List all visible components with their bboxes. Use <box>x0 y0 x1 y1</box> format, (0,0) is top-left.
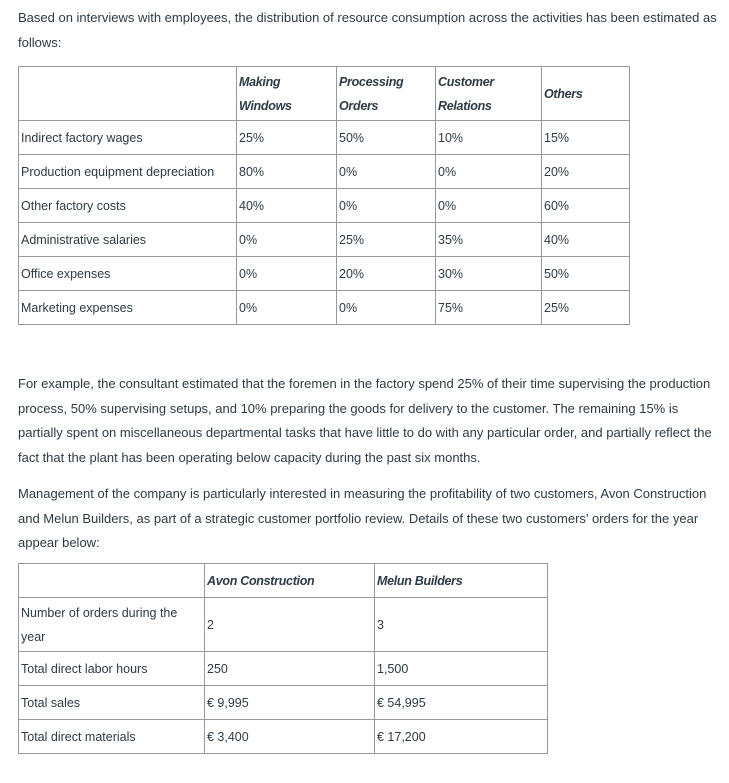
table-cell: 0% <box>436 155 542 189</box>
table-cell: 30% <box>436 257 542 291</box>
table-cell: € 3,400 <box>205 720 375 754</box>
table-cell: 0% <box>436 189 542 223</box>
table-cell: € 54,995 <box>375 686 548 720</box>
table-cell: 25% <box>237 121 337 155</box>
row-label: Other factory costs <box>19 189 237 223</box>
customer-table <box>18 563 548 754</box>
table-cell: 50% <box>337 121 436 155</box>
table-cell: 0% <box>337 189 436 223</box>
table-row <box>19 652 548 686</box>
table-row <box>19 598 548 652</box>
header-cell <box>19 564 205 598</box>
table-cell: 0% <box>237 257 337 291</box>
table-cell: € 9,995 <box>205 686 375 720</box>
table-row <box>19 189 630 223</box>
table-header-row <box>19 564 548 598</box>
row-label: Production equipment depreciation <box>19 155 237 189</box>
table-cell: 60% <box>542 189 630 223</box>
table-row <box>19 155 630 189</box>
example-paragraph: For example, the consultant estimated that the foremen in the factory spend 25% of their time supervising the production process, 50% supervising setups, and 10% preparing the goods for delivery to the customer. The remaining 15% is partially spent on miscellaneous departmental tasks that have little to do with any particular order, and partially reflect the fact that the plant has been operating below capacity during the past six months. <box>18 376 712 465</box>
table-row <box>19 223 630 257</box>
table-row <box>19 121 630 155</box>
activity-table <box>18 66 630 325</box>
table-cell: € 17,200 <box>375 720 548 754</box>
table-cell: 35% <box>436 223 542 257</box>
management-paragraph: Management of the company is particularly interested in measuring the profitability of two customers, Avon Construction and Melun Builders, as part of a strategic customer portfolio review. Details of these two customers’ orders for the year appear below: <box>18 486 707 550</box>
header-making-windows: Making Windows <box>237 67 337 121</box>
row-label: Total sales <box>19 686 205 720</box>
header-customer-relations: Customer Relations <box>436 67 542 121</box>
row-label: Office expenses <box>19 257 237 291</box>
table-cell: 50% <box>542 257 630 291</box>
table-cell: 0% <box>337 291 436 325</box>
table-cell: 3 <box>375 598 548 652</box>
header-avon-construction: Avon Construction <box>205 564 375 598</box>
header-melun-builders: Melun Builders <box>375 564 548 598</box>
table-row <box>19 257 630 291</box>
row-label: Total direct materials <box>19 720 205 754</box>
table-cell: 25% <box>337 223 436 257</box>
table-cell: 0% <box>237 291 337 325</box>
table-cell: 0% <box>237 223 337 257</box>
header-processing-orders: Processing Orders <box>337 67 436 121</box>
table-cell: 20% <box>337 257 436 291</box>
table-cell: 20% <box>542 155 630 189</box>
table-cell: 10% <box>436 121 542 155</box>
intro-text: Based on interviews with employees, the distribution of resource consumption across the activities has been estimated as follows: <box>18 10 717 50</box>
table-row <box>19 291 630 325</box>
row-label: Total direct labor hours <box>19 652 205 686</box>
header-cell <box>19 67 237 121</box>
table-cell: 40% <box>542 223 630 257</box>
table-cell: 25% <box>542 291 630 325</box>
table-cell: 75% <box>436 291 542 325</box>
table-row <box>19 720 548 754</box>
table-cell: 0% <box>337 155 436 189</box>
table-cell: 40% <box>237 189 337 223</box>
table-header-row <box>19 67 630 121</box>
table-cell: 1,500 <box>375 652 548 686</box>
row-label: Administrative salaries <box>19 223 237 257</box>
header-others: Others <box>542 67 630 121</box>
row-label: Number of orders during the year <box>19 598 205 652</box>
table-cell: 15% <box>542 121 630 155</box>
table-cell: 80% <box>237 155 337 189</box>
table-cell: 2 <box>205 598 375 652</box>
table-row <box>19 686 548 720</box>
table-cell: 250 <box>205 652 375 686</box>
row-label: Indirect factory wages <box>19 121 237 155</box>
row-label: Marketing expenses <box>19 291 237 325</box>
